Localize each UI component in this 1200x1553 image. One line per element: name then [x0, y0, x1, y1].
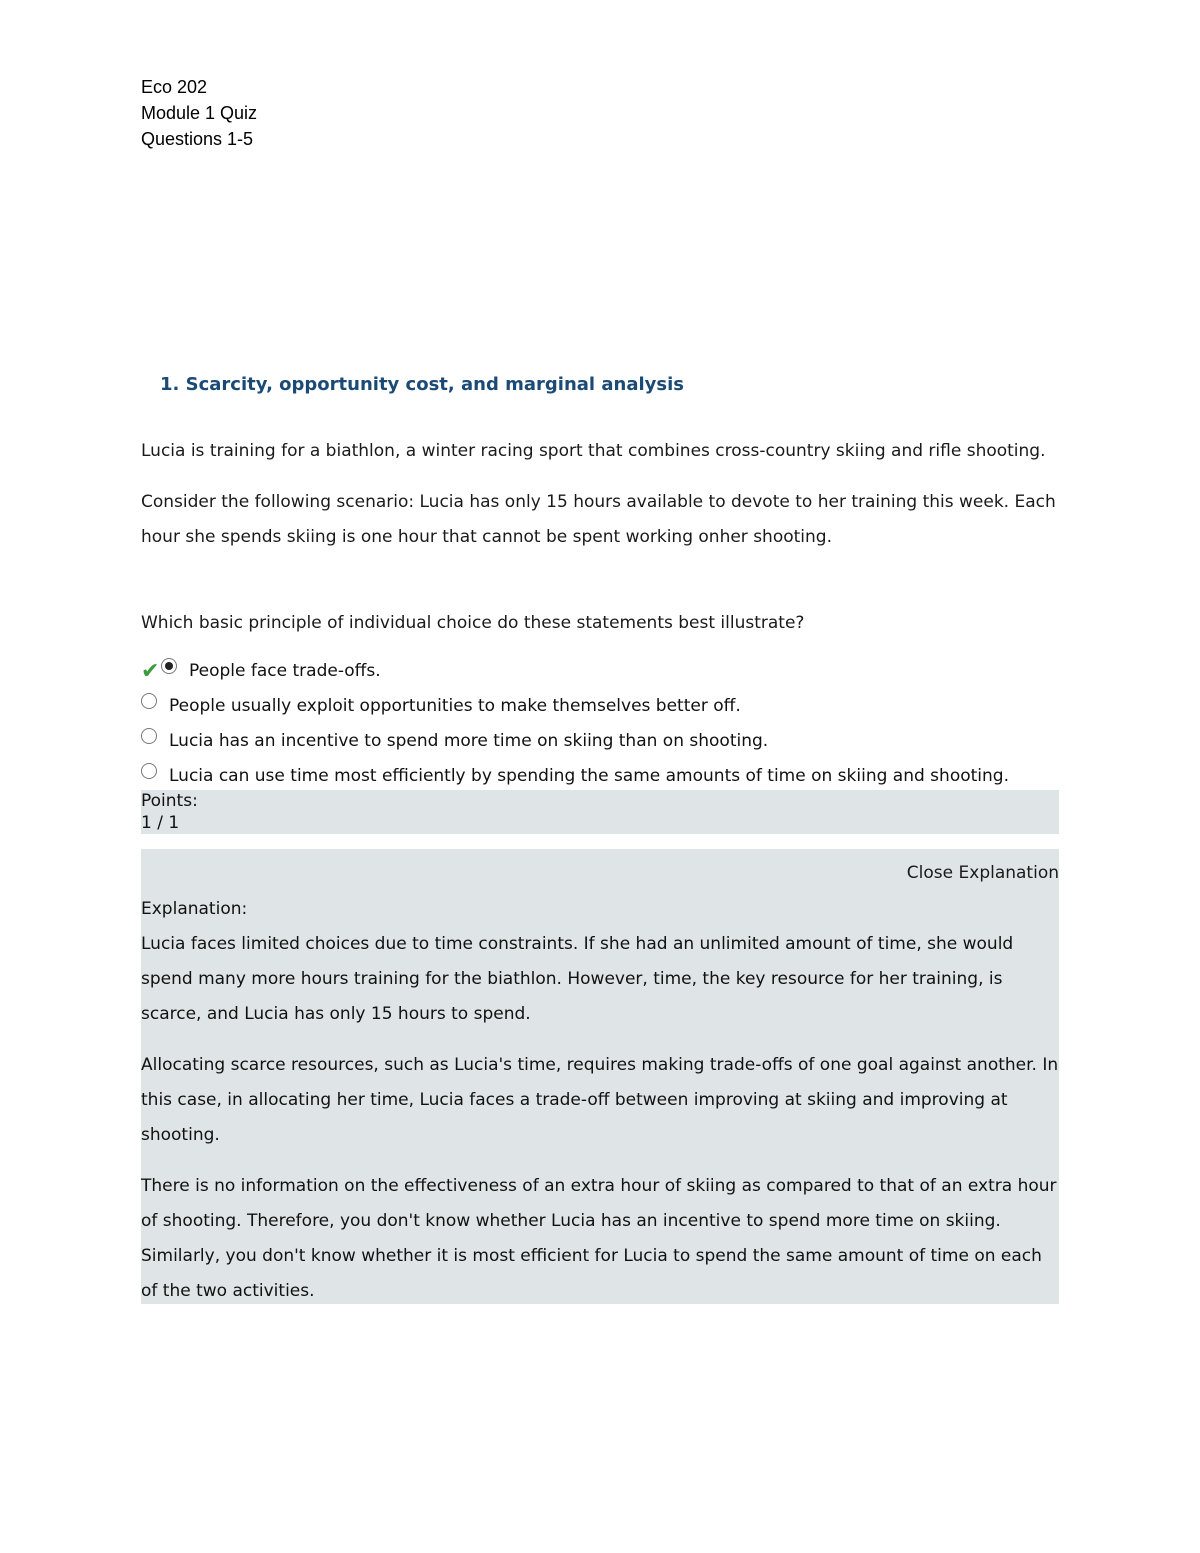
quiz-name: Module 1 Quiz — [141, 103, 258, 123]
radio-icon[interactable] — [141, 693, 157, 709]
explanation-panel — [141, 849, 1059, 1304]
radio-selected-icon[interactable] — [161, 658, 177, 674]
answer-option[interactable] — [141, 759, 1061, 794]
explanation-label: Explanation: — [141, 899, 248, 919]
radio-icon[interactable] — [141, 728, 157, 744]
stem-paragraph: Consider the following scenario: Lucia has only 15 hours available to devote to her training this week. Each hour she spends skiing is one hour that cannot be spent working onher shooting. — [141, 492, 1056, 547]
points-value: 1 / 1 — [141, 813, 180, 833]
question-stem — [141, 434, 1061, 571]
checkmark-icon: ✔ — [141, 659, 160, 684]
explanation-text — [141, 927, 1059, 1325]
points-box — [141, 790, 1059, 834]
close-explanation-link[interactable]: Close Explanation — [906, 863, 1059, 883]
document-header — [141, 74, 257, 152]
explanation-paragraph: Allocating scarce resources, such as Lucia's time, requires making trade-offs of one goal against another. In this case, in allocating her time, Lucia faces a trade-off between improving at skiing and improving at shooting. — [141, 1055, 1059, 1145]
question-range: Questions 1-5 — [141, 129, 254, 149]
answer-option[interactable] — [141, 654, 1061, 689]
answer-label: People face trade-offs. — [189, 661, 381, 681]
question-title: 1. Scarcity, opportunity cost, and marginal analysis — [160, 374, 684, 395]
answer-option[interactable] — [141, 689, 1061, 724]
answer-label: Lucia can use time most efficiently by spending the same amounts of time on skiing and shooting. — [169, 766, 1009, 786]
answer-label: Lucia has an incentive to spend more time on skiing than on shooting. — [169, 731, 769, 751]
points-label: Points: — [141, 791, 198, 811]
explanation-paragraph: Lucia faces limited choices due to time constraints. If she had an unlimited amount of time, she would spend many more hours training for the biathlon. However, time, the key resource for her training, is scarce, and Lucia has only 15 hours to spend. — [141, 934, 1014, 1024]
course-name: Eco 202 — [141, 77, 208, 97]
stem-paragraph: Lucia is training for a biathlon, a winter racing sport that combines cross-country skiing and rifle shooting. — [141, 441, 1046, 461]
answer-option[interactable] — [141, 724, 1061, 759]
radio-icon[interactable] — [141, 763, 157, 779]
question-prompt — [141, 606, 1061, 657]
answer-list — [141, 654, 1061, 794]
prompt-text: Which basic principle of individual choice do these statements best illustrate? — [141, 613, 805, 633]
explanation-paragraph: There is no information on the effectiveness of an extra hour of skiing as compared to that of an extra hour of shooting. Therefore, you don't know whether Lucia has an incentive to spend more time on skiing. Similarly, you don't know whether it is most efficient for Lucia to spend the same amount of time on each of the two activities. — [141, 1176, 1057, 1301]
answer-label: People usually exploit opportunities to make themselves better off. — [169, 696, 741, 716]
